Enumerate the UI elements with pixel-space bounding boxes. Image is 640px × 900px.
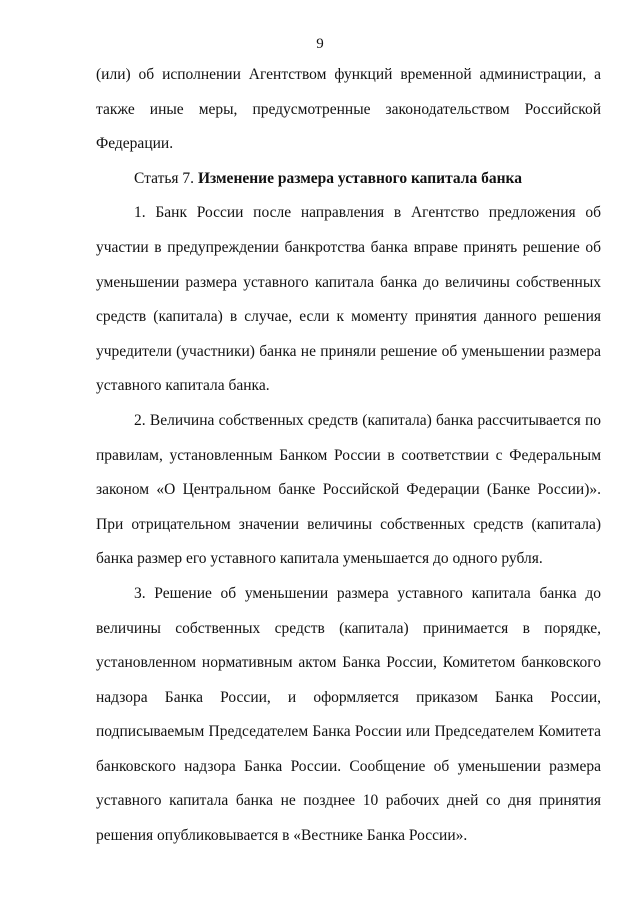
paragraph-continuation: (или) об исполнении Агентством функций временной администрации, а также иные меры, предусмотренные законодательством Российской Федерации.: [96, 66, 601, 153]
article-heading: [96, 162, 601, 197]
page-number: 9: [316, 36, 324, 52]
paragraph-3: 3. Решение об уменьшении размера уставного капитала банка до величины собственных средств (капитала) принимается в порядке, установленном нормативным актом Банка России, Комитетом банковского надзора Банка России, и оформляется приказом Банка России, подписываемым Председателем Банка России или Председателем Комитета банковского надзора Банка России. Сообщение об уменьшении размера уставного капитала банка не позднее 10 рабочих дней со дня принятия решения опубликовывается в «Вестнике Банка России».: [96, 584, 601, 845]
document-body: [96, 58, 601, 854]
article-title: Изменение размера уставного капитала банка: [197, 169, 522, 187]
paragraph-1: 1. Банк России после направления в Агентство предложения об участии в предупреждении банкротства банка вправе принять решение об уменьшении размера уставного капитала банка до величины собственных средств (капитала) в случае, если к моменту принятия данного решения учредители (участники) банка не приняли решение об уменьшении размера уставного капитала банка.: [96, 204, 601, 395]
paragraph-2: 2. Величина собственных средств (капитала) банка рассчитывается по правилам, установленным Банком России в соответствии с Федеральным законом «О Центральном банке Российской Федерации (Банке России)». При отрицательном значении величины собственных средств (капитала) банка размер его уставного капитала уменьшается до одного рубля.: [96, 411, 601, 568]
article-number: Статья 7.: [134, 169, 198, 187]
